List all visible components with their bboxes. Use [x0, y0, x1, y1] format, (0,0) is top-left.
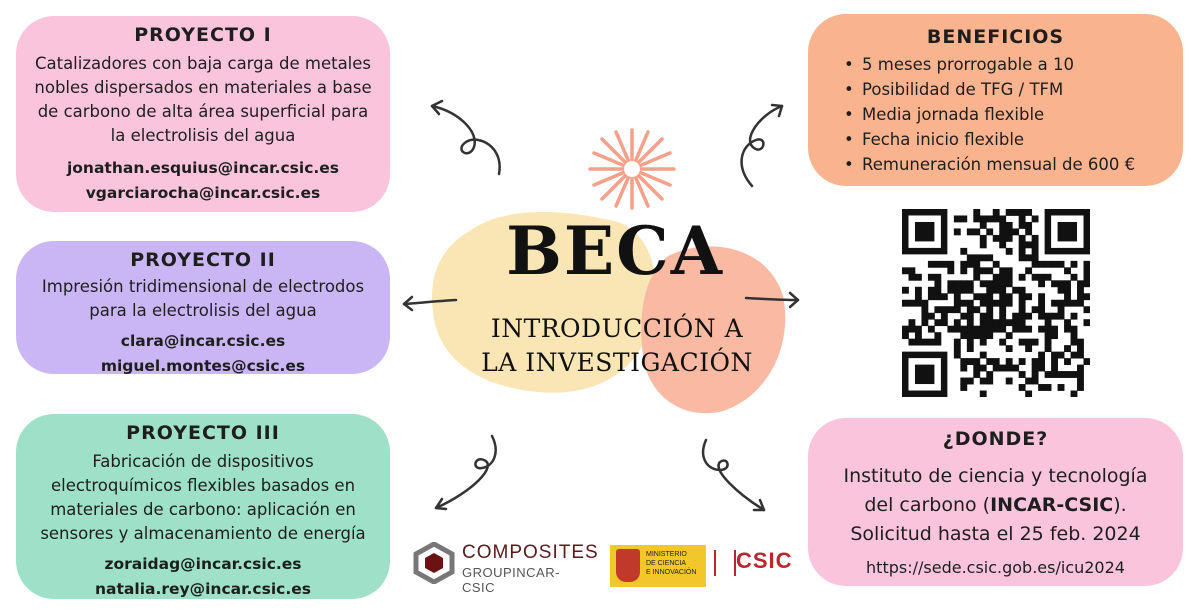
- list-item: • Remuneración mensual de 600 €: [862, 152, 1183, 177]
- proyecto-2-card: [16, 241, 390, 374]
- proyecto-1-title: PROYECTO I: [134, 24, 272, 46]
- proyecto-1-card: [16, 16, 390, 212]
- application-link[interactable]: https://sede.csic.gob.es/icu2024: [866, 558, 1125, 577]
- beca-title: BECA: [506, 212, 724, 290]
- acronym-prefix: del carbono (: [864, 494, 991, 516]
- csic-logo: [714, 548, 794, 584]
- arrow-icon: [742, 288, 804, 312]
- csic-logo-text: CSIC: [736, 548, 793, 573]
- description-line: materiales de carbono: aplicación en: [50, 500, 356, 519]
- description-line: sensores y almacenamiento de energía: [40, 524, 366, 543]
- acronym-suffix: ).: [1113, 494, 1127, 516]
- composites-logo-subtext: GROUPINCAR-CSIC: [462, 565, 560, 595]
- list-item: • 5 meses prorrogable a 10: [862, 52, 1183, 77]
- donde-title: ¿DONDE?: [942, 428, 1049, 450]
- list-item: • Posibilidad de TFG / TFM: [862, 77, 1183, 102]
- institution-line: Instituto de ciencia y tecnología: [843, 465, 1148, 487]
- description-line: nobles dispersados en materiales a base: [34, 78, 372, 97]
- qr-code-icon[interactable]: [902, 209, 1090, 397]
- ministerio-text-line: DE CIENCIA: [646, 560, 687, 567]
- proyecto-2-description: [16, 275, 390, 323]
- ministerio-text-line: MINISTERIO: [646, 551, 687, 558]
- ministerio-logo: [610, 545, 706, 587]
- contact-email[interactable]: vgarciarocha@incar.csic.es: [85, 184, 321, 202]
- contact-email[interactable]: miguel.montes@csic.es: [100, 357, 306, 375]
- beneficios-card: [808, 14, 1183, 186]
- coat-of-arms-icon: [616, 549, 640, 582]
- institution-acronym-line: [808, 491, 1183, 520]
- proyecto-3-emails: [16, 552, 390, 602]
- description-line: electroquímicos flexibles basados en: [50, 476, 356, 495]
- arrow-icon: [698, 436, 774, 516]
- arrow-icon: [428, 430, 508, 514]
- description-line: Impresión tridimensional de electrodos: [41, 277, 365, 296]
- list-item: • Fecha inicio flexible: [862, 127, 1183, 152]
- sunburst-icon: [582, 126, 682, 212]
- proyecto-1-description: [16, 52, 390, 148]
- proyecto-2-title: PROYECTO II: [130, 249, 276, 271]
- proyecto-3-description: [16, 450, 390, 546]
- contact-email[interactable]: zoraidag@incar.csic.es: [104, 555, 302, 573]
- proyecto-3-card: [16, 414, 390, 599]
- description-line: de carbono de alta área superficial para: [37, 102, 369, 121]
- hexagon-logo-icon: [412, 542, 456, 584]
- description-line: Fabricación de dispositivos: [92, 452, 314, 471]
- description-line: para la electrolisis del agua: [89, 301, 317, 320]
- ministerio-logo-text: [646, 550, 696, 577]
- beneficios-list: [808, 52, 1183, 177]
- donde-card: [808, 418, 1183, 586]
- arrow-icon: [734, 100, 794, 190]
- contact-email[interactable]: clara@incar.csic.es: [120, 332, 286, 350]
- description-line: la electrolisis del agua: [110, 126, 296, 145]
- proyecto-2-emails: [16, 329, 390, 379]
- beneficios-title: BENEFICIOS: [926, 26, 1065, 48]
- proyecto-1-emails: [16, 156, 390, 206]
- beca-subtitle: [462, 312, 772, 380]
- subtitle-line-1: INTRODUCCIÓN A: [490, 314, 744, 343]
- composites-logo-text: COMPOSITES: [462, 542, 599, 563]
- arrow-icon: [424, 92, 514, 182]
- subtitle-line-2: LA INVESTIGACIÓN: [481, 348, 753, 377]
- deadline-line: Solicitud hasta el 25 feb. 2024: [850, 523, 1141, 545]
- acronym: INCAR-CSIC: [990, 494, 1114, 516]
- ministerio-text-line: E INNOVACIÓN: [646, 569, 697, 576]
- description-line: Catalizadores con baja carga de metales: [34, 54, 372, 73]
- contact-email[interactable]: jonathan.esquius@incar.csic.es: [66, 159, 340, 177]
- contact-email[interactable]: natalia.rey@incar.csic.es: [95, 580, 311, 598]
- list-item: • Media jornada flexible: [862, 102, 1183, 127]
- proyecto-3-title: PROYECTO III: [126, 422, 280, 444]
- arrow-icon: [398, 290, 460, 314]
- csic-mark-icon: [714, 550, 736, 576]
- composites-group-logo: [412, 542, 599, 595]
